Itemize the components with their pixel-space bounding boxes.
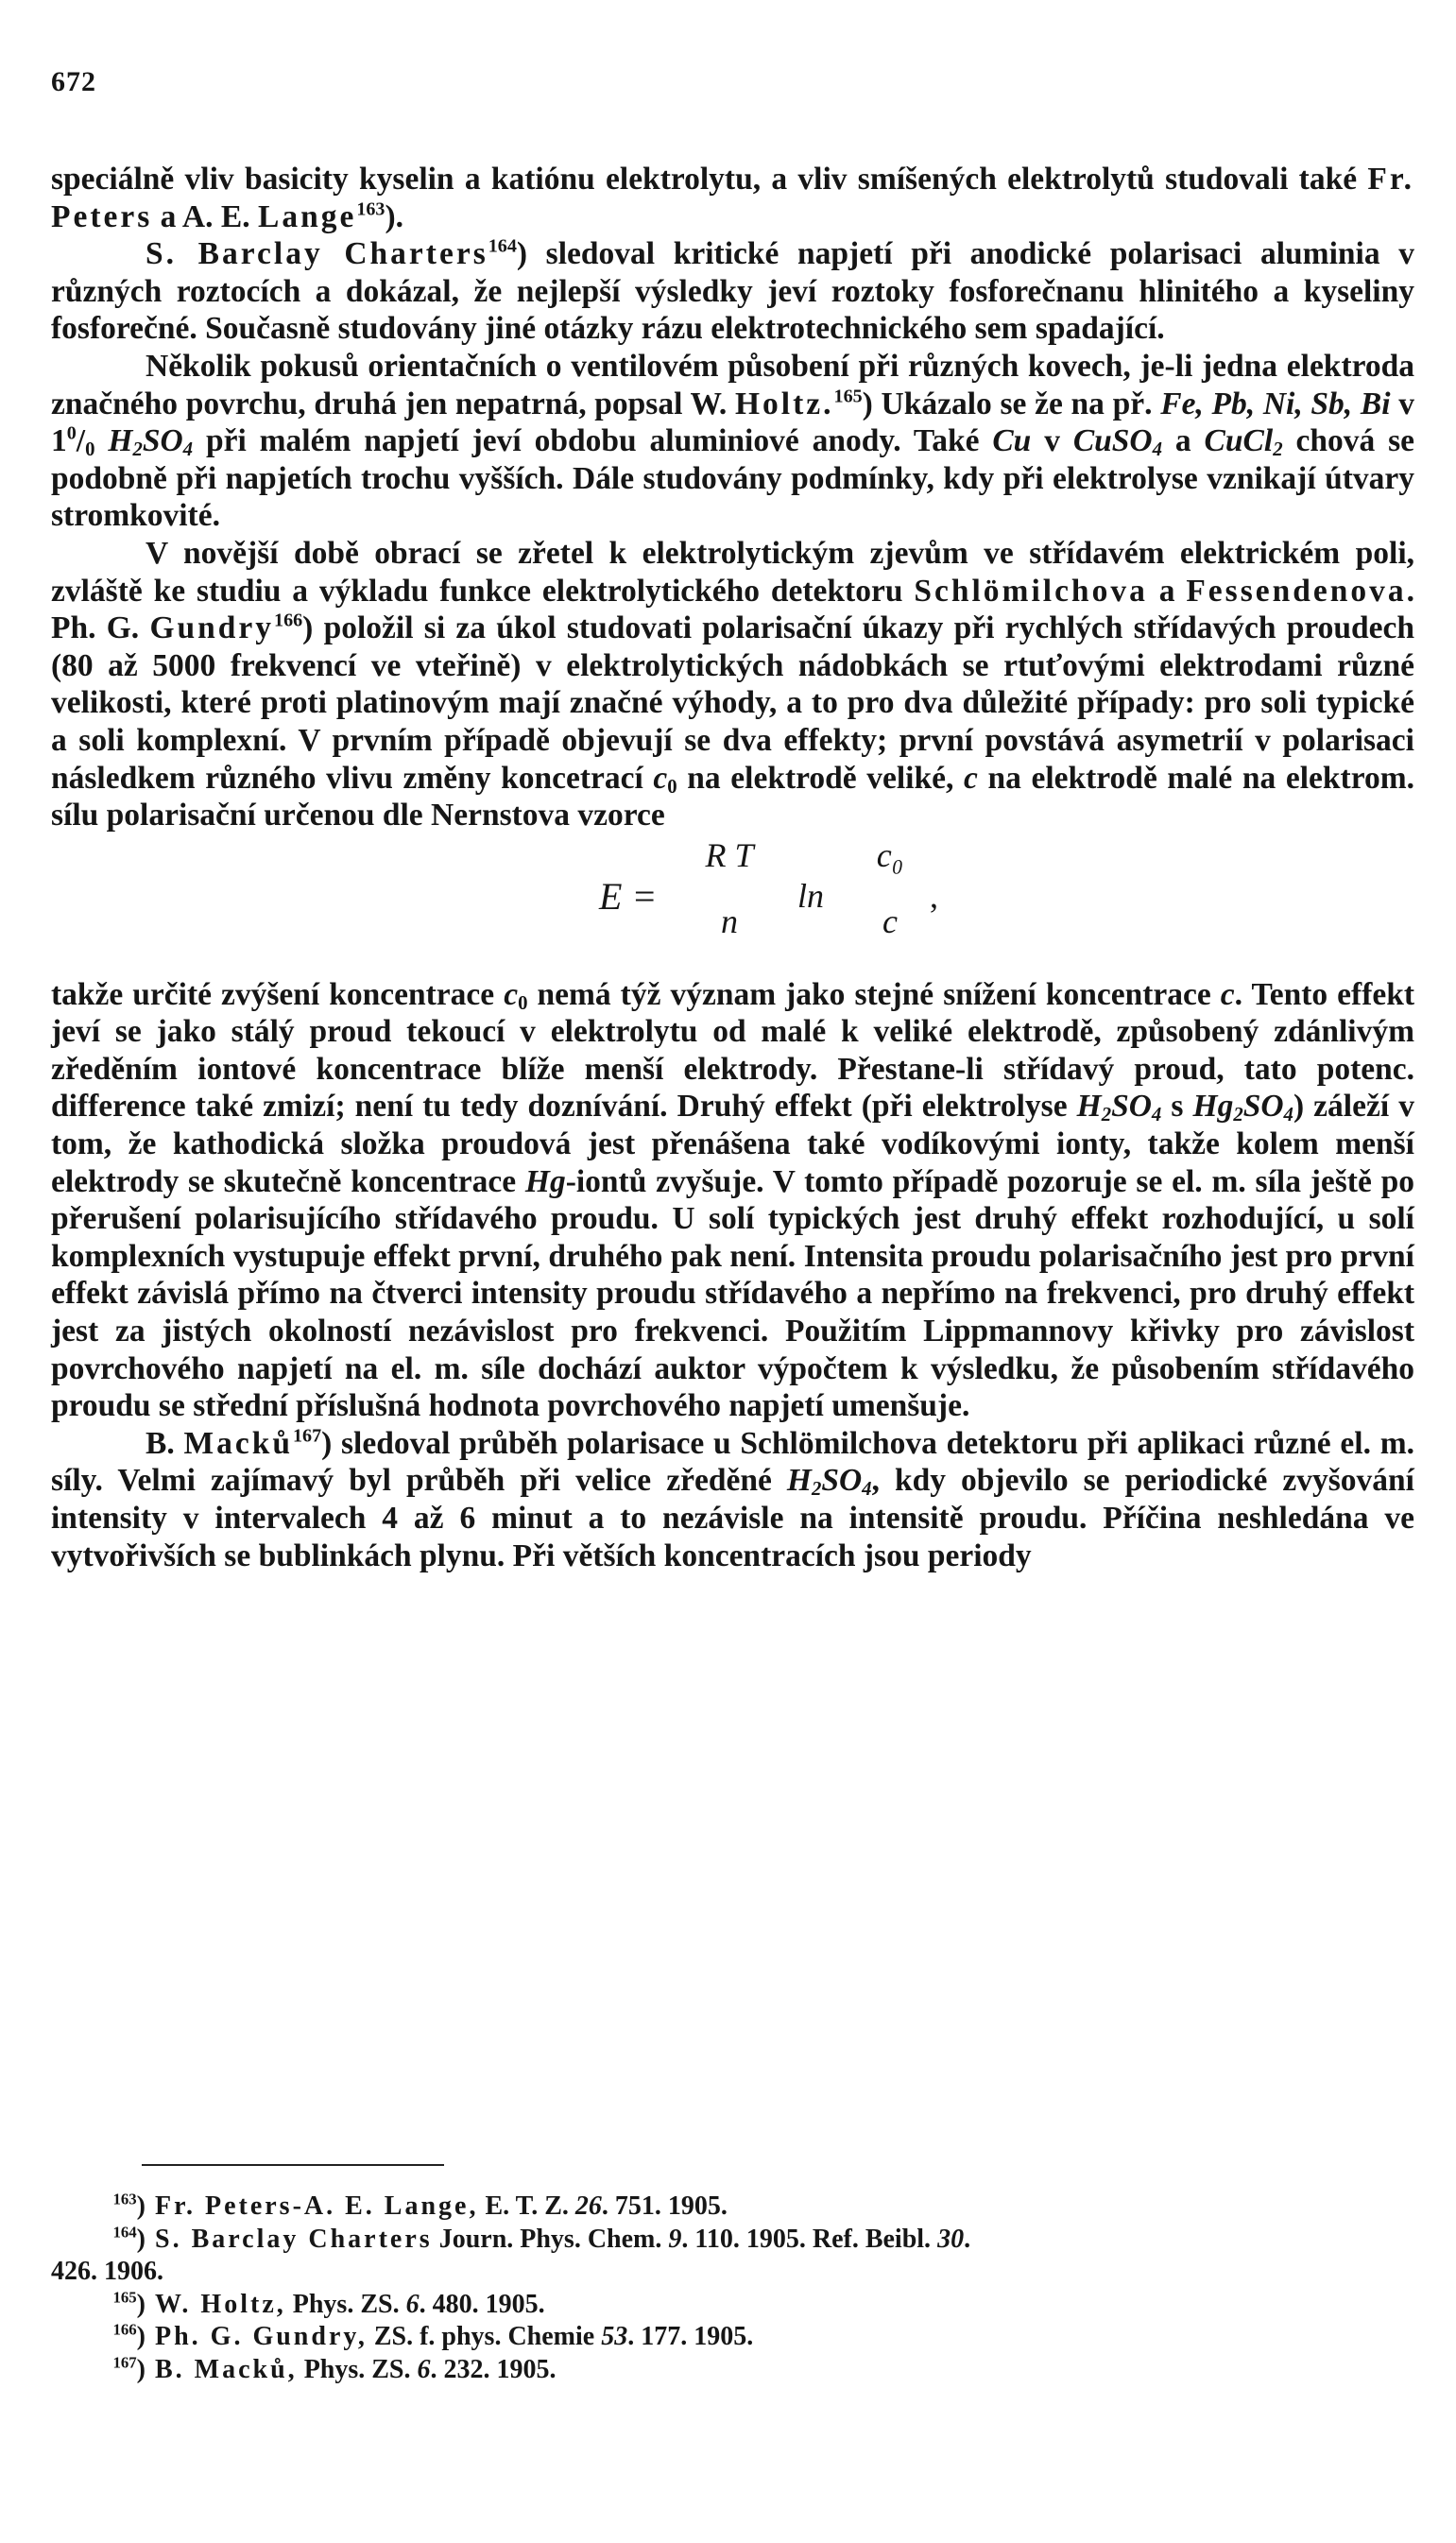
formula-inline: $H_2SO_4$ bbox=[1076, 1089, 1162, 1126]
formula-inline: CuCl$_2$ bbox=[1204, 423, 1283, 461]
formula-inline: $H_2SO_4$ bbox=[108, 423, 194, 461]
footnote-number: 167 bbox=[112, 2353, 137, 2372]
author-name: Lange bbox=[257, 198, 357, 234]
formula-comma: , bbox=[930, 876, 938, 915]
footnote-number: 163 bbox=[112, 2190, 137, 2208]
paragraph-5: takže určité zvýšení koncentrace $c_0$ nemá týž význam jako stejné snížení koncentrace c. Tento effekt jeví se jako stálý proud tekoucí v elektrolytu od malé k veliké elektrodě, způsobený zdánlivým zředěním iontové koncentrace blíže menší elektrody. Přestane-li střídavý proud, tato potenc. difference také zmizí; není tu tedy doznívání. Druhý effekt (při elektrolyse $H_2SO_4$ s $Hg_2SO_4$) záleží v tom, že kathodická složka proudová jest přenášena také vodíkovými ionty, takže kolem menší elektrody se skutečně koncentrace Hg-iontů zvyšuje. V tomto případě pozoruje se el. m. síla ještě po přerušení polarisujícího střídavého proudu. U solí typických jest druhý effekt rozhodující, u solí komplexních vystupuje effekt první, druhého pak není. Intensita proudu polarisačního jest pro první effekt závislá přímo na čtverci intensity proudu střídavého a nepřímo na frekvenci, pro druhý effekt jest za jistých okolností nezávislost pro frekvenci. Použitím Lippmannovy křivky pro závislost povrchového napjetí na el. m. síle dochází auktor výpočtem k výsledku, že působením střídavého proudu se střední příslušná hodnota povrchového napjetí umenšuje. bbox=[51, 976, 1415, 1424]
footnote-ref: 166 bbox=[274, 610, 303, 631]
footnote: $^{166}$) Ph. G. Gundry, ZS. f. phys. Chemie 53. 177. 1905. bbox=[112, 2320, 754, 2351]
formula-numerator: R T bbox=[705, 835, 754, 874]
footnote-number: 165 bbox=[112, 2288, 137, 2307]
formula-inline: $Hg_2SO_4$ bbox=[1192, 1089, 1293, 1126]
formula-fraction bbox=[862, 834, 918, 942]
author-name: Holtz. bbox=[735, 386, 834, 421]
body-text bbox=[51, 161, 1414, 1574]
footnote-continuation: 426. 1906. bbox=[51, 2257, 163, 2286]
footnote-ref: 163 bbox=[356, 198, 385, 220]
formula-ln: ln bbox=[797, 876, 825, 915]
paragraph-1: speciálně vliv basicity kyselin a katiónu elektrolytu, a vliv smíšených elektrolytů studovali také Fr. Peters a A. E. Lange$^{163}$). bbox=[51, 162, 1414, 234]
footnote-number: 166 bbox=[112, 2320, 137, 2339]
author-name: Gundry bbox=[149, 610, 275, 646]
author-name: Schlömilchova bbox=[914, 573, 1148, 609]
footnote-number: 164 bbox=[112, 2223, 137, 2242]
formula-inline: CuSO$_4$ bbox=[1072, 423, 1163, 461]
formula-lhs: E = bbox=[599, 874, 658, 918]
author-name: Fr. Peters bbox=[51, 162, 1414, 234]
footnote-ref: 167 bbox=[292, 1425, 322, 1447]
page-number: 672 bbox=[51, 66, 96, 97]
footnote-ref: 164 bbox=[488, 235, 517, 257]
formula-numerator: c₀ bbox=[876, 835, 904, 874]
paragraph-2: S. Barclay Charters$^{164}$) sledoval kritické napjetí při anodické polarisaci aluminia v různých roztocích a dokázal, že nejlepší výsledky jeví roztoky fosforečnanu hlinitého a kyseliny fosforečné. Současně studovány jiné otázky rázu elektrotechnického sem spadající. bbox=[51, 235, 1414, 347]
footnotes bbox=[51, 2191, 1414, 2386]
author-name: S. Barclay Charters bbox=[146, 236, 488, 272]
footnote: $^{167}$) B. Macků, Phys. ZS. 6. 232. 1905. bbox=[112, 2353, 557, 2384]
footnote-ref: 165 bbox=[833, 386, 863, 407]
author-name: Fessendenova bbox=[1186, 573, 1407, 609]
footnote: $^{164}$) S. Barclay Charters Journ. Phys. Chem. 9. 110. 1905. Ref. Beibl. 30. bbox=[112, 2223, 971, 2254]
formula-denominator: n bbox=[721, 902, 738, 940]
footnote-divider bbox=[142, 2164, 444, 2166]
footnote: $^{165}$) W. Holtz, Phys. ZS. 6. 480. 1905. bbox=[112, 2288, 545, 2319]
author-name: Macků bbox=[183, 1425, 293, 1461]
paragraph-6: B. Macků$^{167}$) sledoval průběh polarisace u Schlömilchova detektoru při aplikaci různé el. m. síly. Velmi zajímavý byl průběh při velice zředěné $H_2SO_4$, kdy objevilo se periodické zvyšování intensity v intervalech 4 až 6 minut a to nezávisle na intensitě proudu. Příčina neshledána ve vytvořivších se bublinkách plynu. Při větších koncentracích jsou periody bbox=[51, 1425, 1414, 1573]
footnote: $^{163}$) Fr. Peters-A. E. Lange, E. T. Z. 26. 751. 1905. bbox=[112, 2190, 728, 2221]
paragraph-4: V novější době obrací se zřetel k elektrolytickým zjevům ve střídavém elektrickém poli, zvláště ke studiu a výkladu funkce elektrolytického detektoru Schlömilchova a Fessendenova. Ph. G. Gundry$^{166}$) položil si za úkol studovati polarisační úkazy při rychlých střídavých proudech (80 až 5000 frekvencí ve vteřině) v elektrolytických nádobkách se rtuťovými elektrodami různé velikosti, které proti platinovým mají značné výhody, a to pro dva důležité případy: pro soli typické a soli komplexní. V prvním případě objevují se dva effekty; první povstává asymetrií v polarisaci následkem různého vlivu změny koncetrací $c_0$ na elektrodě veliké, c na elektrodě malé na elektrom. sílu polarisační určenou dle Nernstova vzorce bbox=[51, 535, 1415, 833]
formula-inline: $H_2SO_4$ bbox=[786, 1463, 872, 1501]
nernst-formula bbox=[51, 834, 1414, 976]
paragraph-3: Několik pokusů orientačních o ventilovém působení při různých kovech, je-li jedna elektroda značného povrchu, druhá jen nepatrná, popsal W. Holtz.$^{165}$) Ukázalo se že na př. Fe, Pb, Ni, Sb, Bi v $1^0/_0$ $H_2SO_4$ při malém napjetí jeví obdobu aluminiové anody. Také Cu v CuSO$_4$ a CuCl$_2$ chová se podobně při napjetích trochu vyšších. Dále studovány podmínky, kdy při elektrolyse vznikají útvary stromkovité. bbox=[51, 348, 1414, 534]
formula-denominator: c bbox=[882, 902, 898, 940]
formula-fraction bbox=[682, 834, 777, 942]
